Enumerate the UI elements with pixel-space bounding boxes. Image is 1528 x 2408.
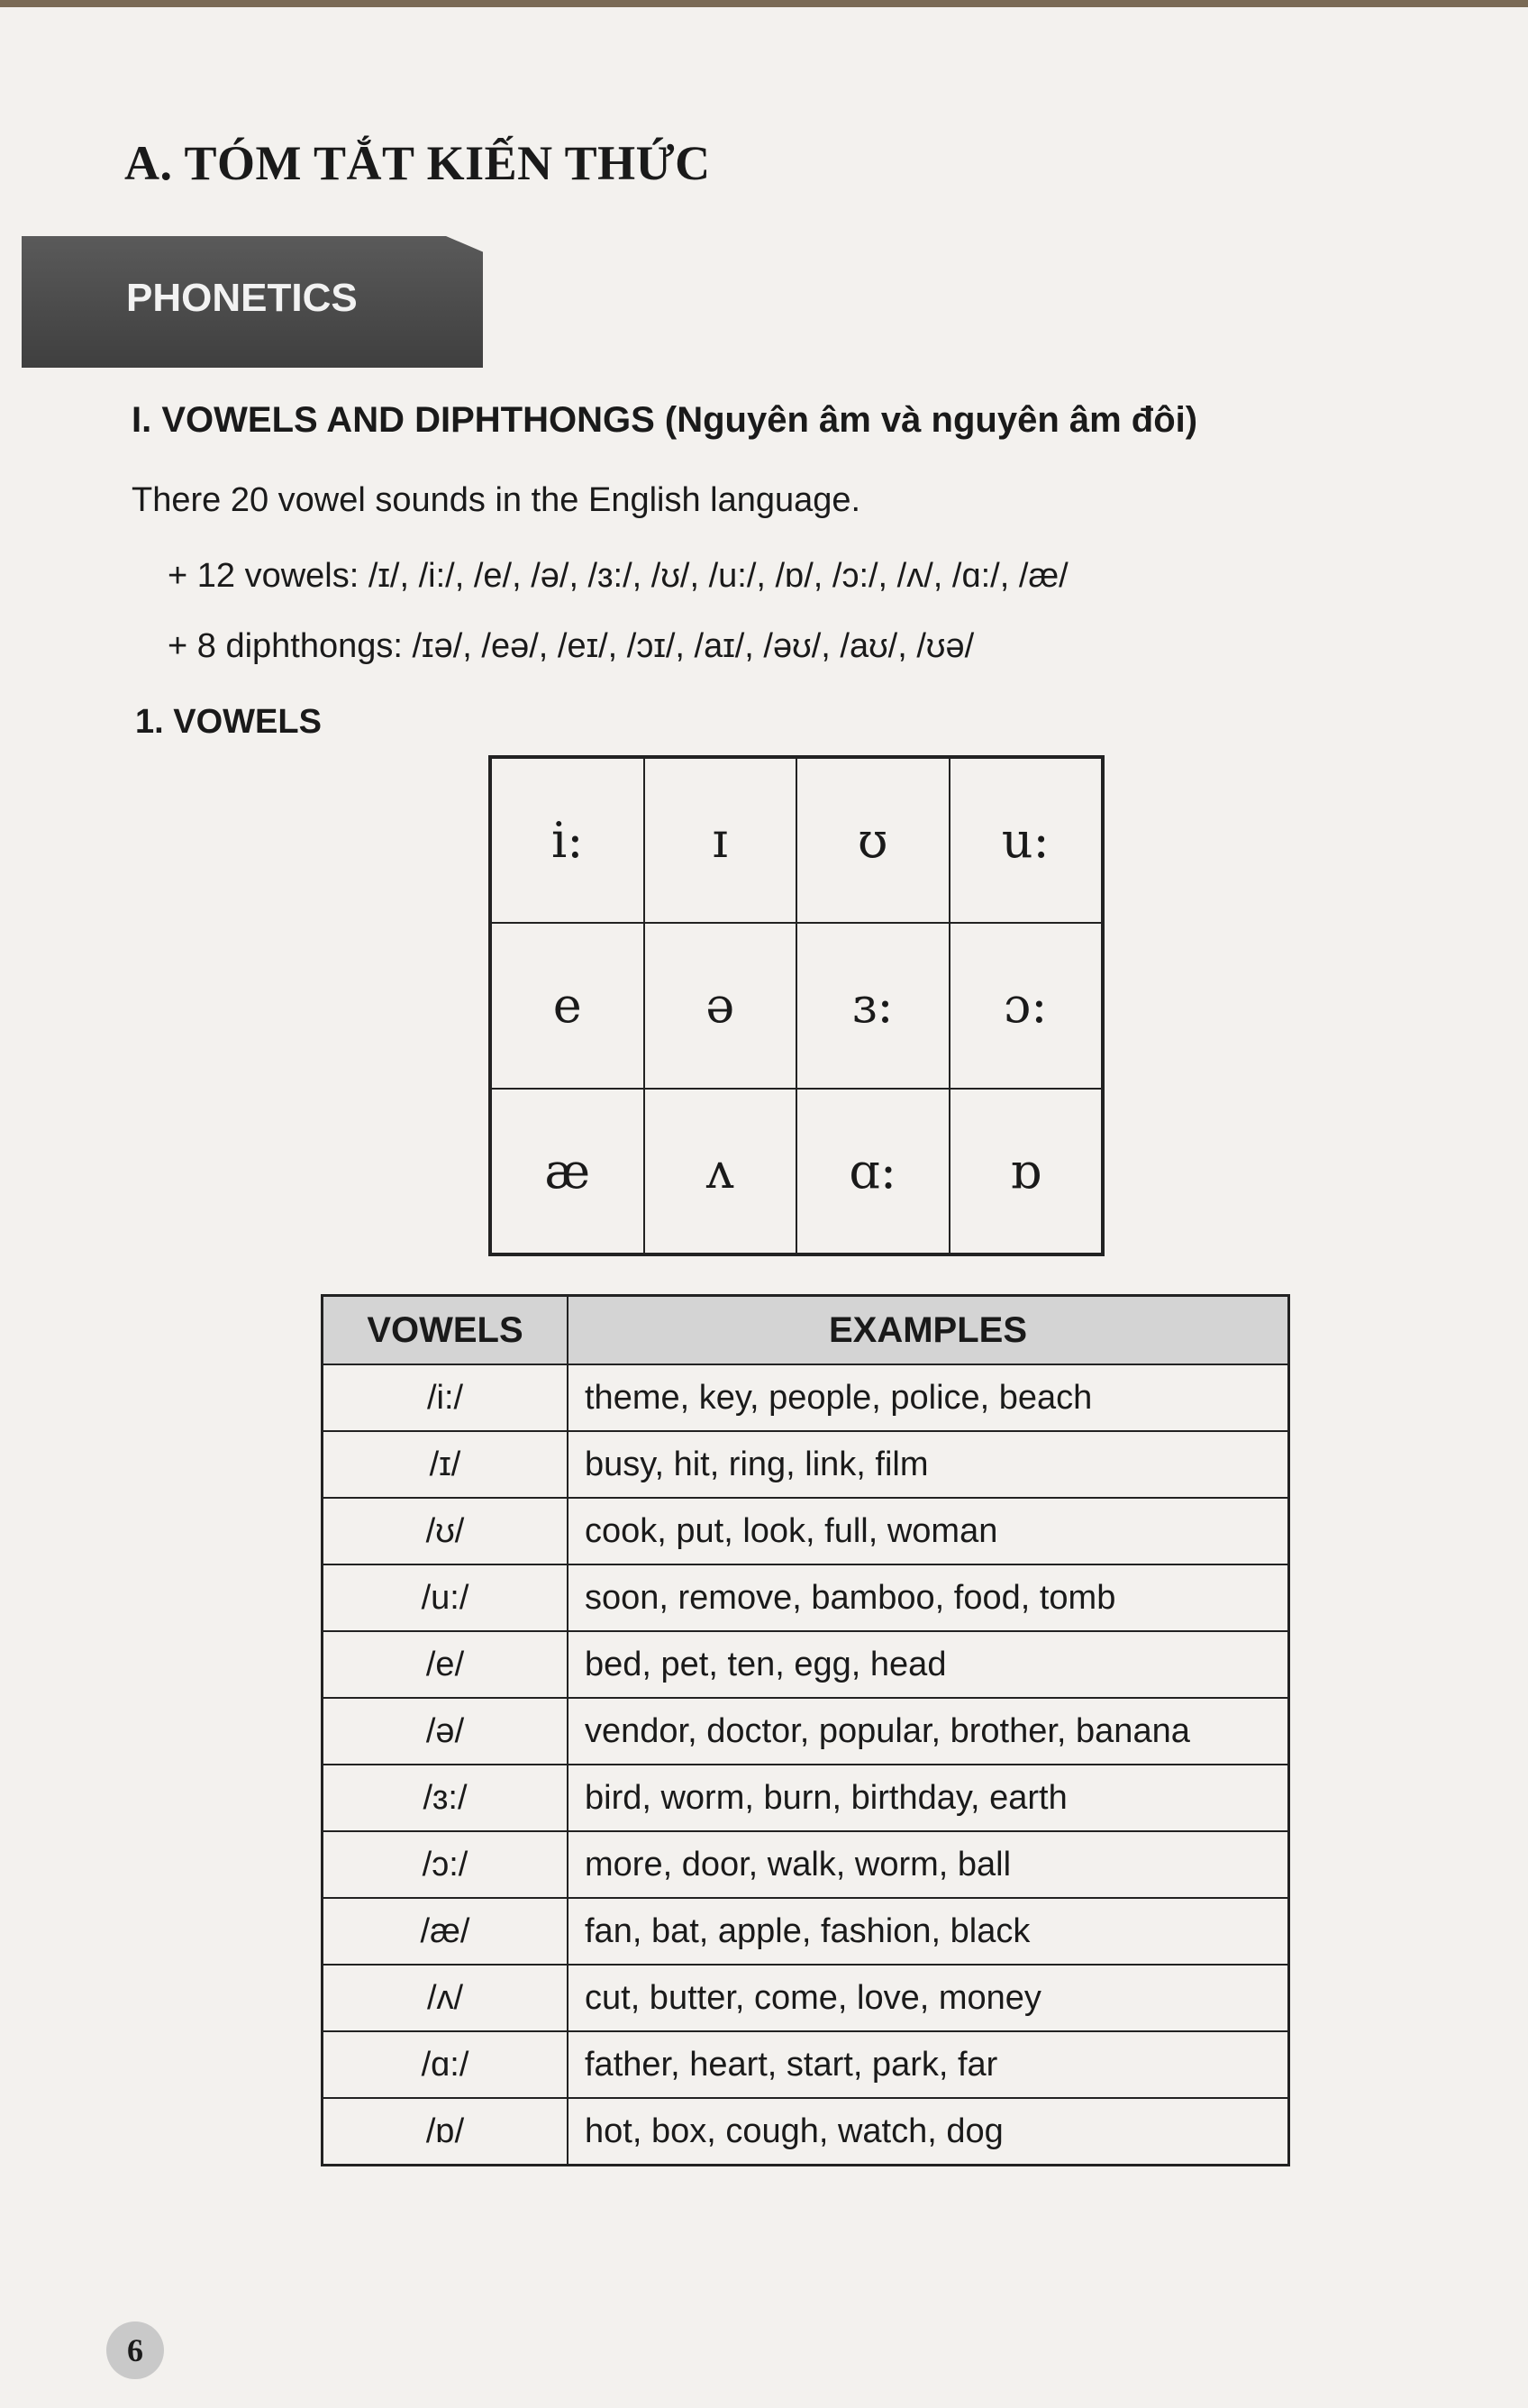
ipa-vowel-grid [488,755,1105,1256]
vowel-examples: cook, put, look, full, woman [568,1498,1289,1564]
section-title: I. VOWELS AND DIPHTHONGS (Nguyên âm và nguyên âm đôi) [132,400,1198,440]
table-row [323,1831,1289,1898]
ipa-cell: ʊ [796,758,950,923]
vowel-symbol: /ə/ [323,1698,568,1765]
ipa-cell: ɪ [644,758,797,923]
vowel-symbol: /ɒ/ [323,2098,568,2166]
ipa-cell: ʌ [644,1089,797,1254]
vowel-examples: vendor, doctor, popular, brother, banana [568,1698,1289,1765]
vowel-symbol: /e/ [323,1631,568,1698]
page-top-edge [0,0,1528,7]
table-row [323,1498,1289,1564]
diphthongs-list: + 8 diphthongs: /ɪə/, /eə/, /eɪ/, /ɔɪ/, /aɪ/, /əʊ/, /aʊ/, /ʊə/ [168,627,975,665]
vowel-symbol: /i:/ [323,1364,568,1431]
column-header-vowels: VOWELS [323,1296,568,1365]
vowel-symbol: /ʊ/ [323,1498,568,1564]
vowel-examples: more, door, walk, worm, ball [568,1831,1289,1898]
table-row [323,1564,1289,1631]
vowel-symbol: /æ/ [323,1898,568,1965]
vowel-symbol: /u:/ [323,1564,568,1631]
vowel-examples: bed, pet, ten, egg, head [568,1631,1289,1698]
vowel-symbol: /ɜ:/ [323,1765,568,1831]
ipa-cell: ɒ [950,1089,1103,1254]
table-row [323,2031,1289,2098]
ipa-cell: i: [491,758,644,923]
table-row [323,1364,1289,1431]
table-row [323,1631,1289,1698]
table-row [323,1898,1289,1965]
vowel-examples: cut, butter, come, love, money [568,1965,1289,2031]
ipa-cell: e [491,923,644,1088]
vowel-examples-table [321,1294,1290,2166]
vowel-symbol: /ɪ/ [323,1431,568,1498]
ipa-cell: ɔ: [950,923,1103,1088]
vowel-examples: busy, hit, ring, link, film [568,1431,1289,1498]
page-number: 6 [106,2321,164,2379]
table-row [323,1965,1289,2031]
vowel-examples: theme, key, people, police, beach [568,1364,1289,1431]
table-header-row [323,1296,1289,1365]
ipa-cell: ə [644,923,797,1088]
vowels-list: + 12 vowels: /ɪ/, /i:/, /e/, /ə/, /ɜ:/, /ʊ/, /u:/, /ɒ/, /ɔ:/, /ʌ/, /ɑ:/, /æ/ [168,557,1069,595]
ipa-cell: u: [950,758,1103,923]
phonetics-banner-label: PHONETICS [126,276,358,320]
vowel-symbol: /ɔ:/ [323,1831,568,1898]
vowel-examples: soon, remove, bamboo, food, tomb [568,1564,1289,1631]
vowel-symbol: /ʌ/ [323,1965,568,2031]
vowel-examples: fan, bat, apple, fashion, black [568,1898,1289,1965]
table-row [323,1431,1289,1498]
ipa-cell: ɜ: [796,923,950,1088]
vowel-examples: hot, box, cough, watch, dog [568,2098,1289,2166]
ipa-cell: æ [491,1089,644,1254]
table-row [323,1765,1289,1831]
table-row [323,1698,1289,1765]
ipa-cell: ɑ: [796,1089,950,1254]
subsection-title: 1. VOWELS [135,703,322,741]
vowel-examples: father, heart, start, park, far [568,2031,1289,2098]
vowel-examples: bird, worm, burn, birthday, earth [568,1765,1289,1831]
column-header-examples: EXAMPLES [568,1296,1289,1365]
page-heading: A. TÓM TẮT KIẾN THỨC [124,136,711,190]
table-row [323,2098,1289,2166]
vowel-symbol: /ɑ:/ [323,2031,568,2098]
intro-text: There 20 vowel sounds in the English language. [132,481,861,519]
